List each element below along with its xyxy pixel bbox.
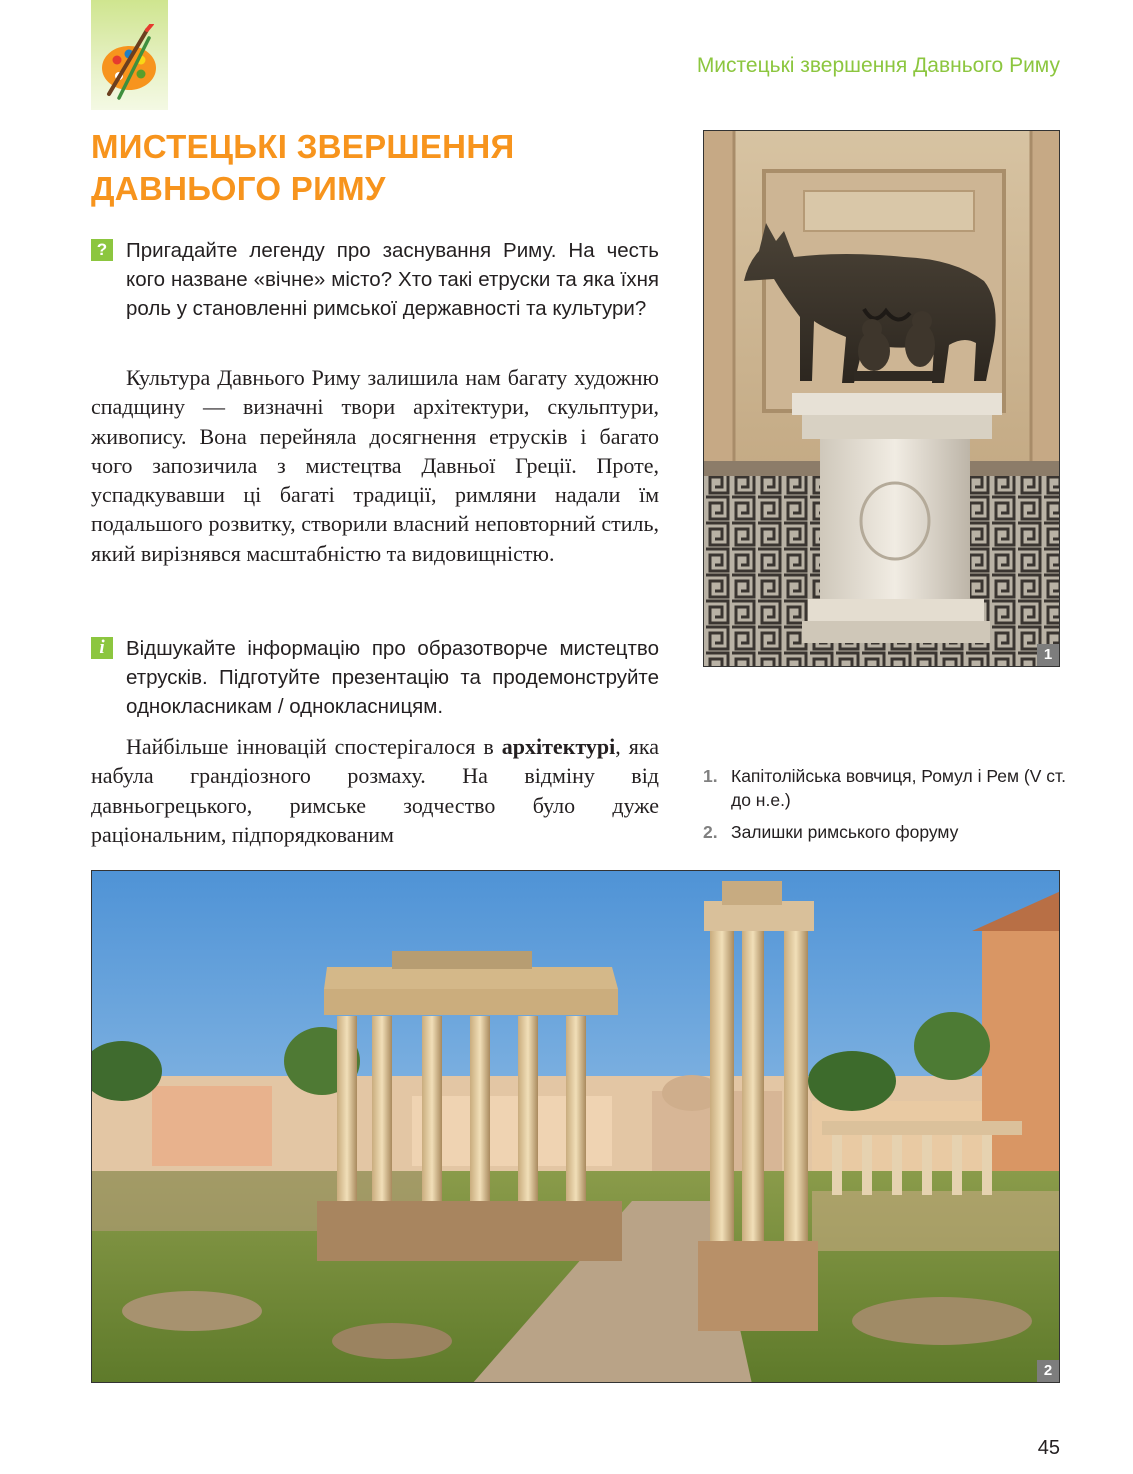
- caption-2-text: Залишки римського форуму: [731, 822, 959, 842]
- roman-forum-illustration: [92, 871, 1060, 1383]
- caption-1: [703, 764, 1083, 812]
- question-icon: ?: [91, 239, 113, 261]
- section-tab: [91, 0, 168, 110]
- paragraph-2-block: [91, 732, 659, 849]
- question-text-wrap: [91, 236, 659, 323]
- question-text: Пригадайте легенду про заснування Риму. На честь кого назване «вічне» місто? Хто такі етруски та яка їхня роль у становленні римської державності та культури?: [126, 239, 659, 320]
- paragraph-2-start: Найбільше інновацій спостерігалося в: [126, 734, 502, 759]
- title-line-2: ДАВНЬОГО РИМУ: [91, 170, 386, 207]
- figure-2-number: 2: [1037, 1360, 1059, 1382]
- caption-2-number: 2.: [703, 822, 718, 842]
- palette-icon: [97, 24, 161, 100]
- paragraph-2: [91, 732, 659, 849]
- figure-1-number: 1: [1037, 644, 1059, 666]
- running-head: Мистецькі звершення Давнього Риму: [696, 54, 1060, 77]
- page-number: 45: [1037, 1437, 1060, 1459]
- caption-1-number: 1.: [703, 766, 718, 786]
- page-title: [91, 126, 651, 210]
- paragraph-2-bold: архітектурі: [501, 734, 616, 759]
- info-text: Відшукайте інформацію про образотворче мистецтво етрусків. Підготуйте презентацію та продемонструйте однокласникам / однокласницям.: [126, 637, 659, 718]
- question-block: [91, 236, 659, 323]
- paragraph-2-end: , яка набула грандіозного розмаху. На відміну від давньогрецького, римське зодчество було дуже раціональним, підпорядкованим: [91, 734, 659, 847]
- paragraph-1: Культура Давнього Риму залишила нам багату художню спадщину — визначні твори архітектури, скульптури, живопису. Вона перейняла досягнення етрусків і багато чого запозичила з мистецтва Давньої Греції. Проте, успадкувавши ці багаті традиції, римляни надали їм подальшого розвитку, створили власний неповторний стиль, який вирізнявся масштабністю та видовищністю.: [91, 365, 659, 566]
- title-line-1: МИСТЕЦЬКІ ЗВЕРШЕННЯ: [91, 128, 515, 165]
- info-text-wrap: [91, 634, 659, 721]
- caption-2: [703, 820, 1083, 844]
- figure-1-image: [703, 130, 1060, 667]
- info-icon: i: [91, 637, 113, 659]
- info-block: [91, 634, 659, 721]
- figure-2-image: [91, 870, 1060, 1383]
- capitoline-wolf-illustration: [704, 131, 1060, 667]
- caption-1-text: Капітолійська вовчиця, Ромул і Рем (V ст. до н.е.): [731, 766, 1066, 810]
- paragraph-1-block: [91, 363, 659, 568]
- captions: [703, 764, 1083, 852]
